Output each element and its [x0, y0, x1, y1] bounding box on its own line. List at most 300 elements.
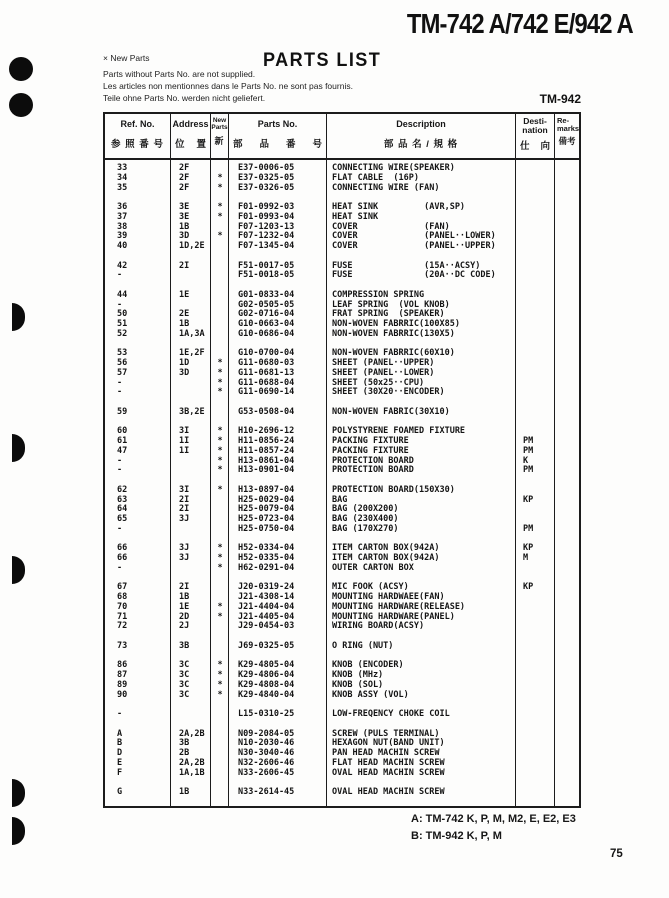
cell-addr: 2F [179, 182, 190, 193]
cell-parts: G11-0680-03 [238, 358, 295, 368]
cell-ref: - [117, 387, 123, 398]
cell-addr [171, 379, 211, 389]
cell-desc: SHEET (50x25··CPU) [332, 377, 425, 388]
cell-mark [211, 408, 229, 418]
cell-desc: NON-WOVEN FABRIC(30X10) [332, 406, 450, 417]
cell-addr: 2I [179, 494, 190, 505]
cell-parts: N32-2606-46 [238, 757, 295, 768]
cell-dest [516, 486, 555, 496]
cell-parts: N30-3040-46 [238, 748, 295, 758]
cell-addr: 1E [179, 601, 190, 612]
cell-mark [211, 310, 229, 320]
cell-ref: 59 [117, 406, 128, 417]
cell-ref: 72 [117, 621, 128, 632]
cell-parts: H11-0856-24 [238, 436, 295, 446]
cell-desc: MOUNTING HARDWARE(RELEASE) [332, 601, 466, 612]
cell-ref: E [117, 757, 123, 768]
punch-hole-icon [12, 779, 25, 807]
cell-dest [516, 749, 555, 759]
cell-dest [516, 271, 555, 281]
cell-ref: 64 [117, 504, 128, 515]
cell-addr: 1D [179, 358, 190, 368]
cell-dest [516, 301, 555, 311]
cell-mark [211, 301, 229, 311]
table-row [105, 525, 579, 535]
cell-ref: 57 [117, 367, 128, 378]
cell-mark [211, 642, 229, 652]
cell-ref: 67 [117, 582, 128, 593]
cell-parts: L15-0310-25 [238, 709, 295, 719]
cell-parts: F01-0993-04 [238, 211, 295, 222]
cell-desc: BAG [332, 494, 348, 505]
cell-ref: 60 [117, 426, 128, 437]
cell-parts: F51-0018-05 [238, 270, 295, 281]
cell-mark [211, 739, 229, 749]
cell-addr: 3B,2E [179, 406, 205, 417]
cell-mark [211, 330, 229, 340]
cell-dest [516, 388, 555, 398]
column-divider [170, 160, 171, 808]
column-header-description: Description 部 品 名 / 規 格 [327, 114, 516, 158]
cell-mark [211, 515, 229, 525]
cell-ref: G [117, 787, 123, 797]
cell-mark: * [217, 377, 223, 388]
cell-addr: 3C [179, 670, 190, 680]
cell-mark [211, 271, 229, 281]
cell-mark: * [217, 601, 223, 612]
cell-dest [516, 213, 555, 223]
cell-dest: PM [523, 436, 534, 446]
cell-desc: SHEET (PANEL··LOWER) [332, 367, 435, 378]
cell-parts: F07-1345-04 [238, 241, 295, 251]
cell-desc: BAG (230X400) [332, 514, 399, 524]
table-body-rows [105, 164, 579, 798]
cell-addr: 3D [179, 231, 190, 242]
cell-addr: 1I [179, 436, 190, 446]
cell-desc: SHEET (30X20··ENCODER) [332, 387, 445, 398]
column-divider [210, 160, 211, 808]
cell-mark: * [217, 182, 223, 193]
cell-parts: G02-0505-05 [238, 299, 295, 310]
cell-mark [211, 788, 229, 798]
cell-desc: KNOB (SOL) [332, 679, 384, 690]
cell-desc: COVER (PANEL··UPPER) [332, 241, 496, 251]
cell-parts: H13-0901-04 [238, 465, 295, 476]
punch-hole-icon [12, 303, 25, 331]
cell-dest [516, 369, 555, 379]
cell-dest [516, 232, 555, 242]
cell-mark: * [217, 211, 223, 222]
table-row [105, 691, 579, 701]
cell-addr [171, 525, 211, 535]
cell-dest [516, 203, 555, 213]
cell-parts: H25-0723-04 [238, 514, 295, 524]
footnote-a: A: TM-742 K, P, M, M2, E, E2, E3 [411, 813, 576, 825]
cell-addr: 1B [179, 592, 190, 602]
cell-parts: H13-0897-04 [238, 484, 295, 495]
cell-mark: * [217, 465, 223, 476]
cell-dest [516, 759, 555, 769]
model-label: TM-942 [539, 92, 581, 106]
table-row [105, 710, 579, 720]
cell-addr: 3D [179, 367, 190, 378]
cell-addr: 2I [179, 260, 190, 271]
cell-addr: 1B [179, 319, 190, 329]
cell-mark: * [217, 562, 223, 573]
cell-mark: * [217, 689, 223, 700]
cell-dest [516, 262, 555, 272]
cell-parts: H52-0335-04 [238, 553, 295, 563]
cell-addr: 2J [179, 621, 190, 632]
cell-mark: * [217, 426, 223, 437]
cell-dest [516, 613, 555, 623]
cell-dest [516, 769, 555, 779]
cell-parts: G11-0690-14 [238, 387, 295, 398]
cell-parts: J21-4404-04 [238, 601, 295, 612]
cell-addr [171, 271, 211, 281]
cell-addr: 3B [179, 640, 190, 651]
cell-addr: 2E [179, 309, 190, 320]
cell-dest: K [523, 455, 529, 466]
cell-dest [516, 320, 555, 330]
cell-mark: * [217, 611, 223, 622]
cell-parts: F51-0017-05 [238, 260, 295, 271]
notice-english: Parts without Parts No. are not supplied. [103, 69, 256, 79]
cell-parts: H52-0334-04 [238, 543, 295, 554]
cell-parts: N09-2084-05 [238, 728, 295, 739]
cell-desc: POLYSTYRENE FOAMED FIXTURE [332, 426, 466, 437]
punch-hole-icon [12, 556, 25, 584]
cell-ref: B [117, 738, 123, 749]
cell-addr: 2I [179, 582, 190, 593]
cell-mark [211, 262, 229, 272]
cell-desc: SCREW (PULS TERMINAL) [332, 728, 440, 739]
cell-addr: 3C [179, 679, 190, 690]
cell-ref: 36 [117, 202, 128, 212]
cell-mark [211, 320, 229, 330]
cell-parts: G02-0716-04 [238, 309, 295, 320]
cell-parts: F07-1232-04 [238, 231, 295, 242]
cell-desc: PACKING FIXTURE [332, 445, 409, 456]
table-row [105, 466, 579, 476]
cell-ref: 50 [117, 309, 128, 320]
cell-ref: 66 [117, 543, 128, 554]
cell-dest: PM [523, 445, 534, 456]
cell-mark [211, 769, 229, 779]
cell-addr [171, 388, 211, 398]
cell-mark: * [217, 455, 223, 466]
column-header-ref-no: Ref. No. 参 照 番 号 [105, 114, 171, 158]
cell-parts: E37-0006-05 [238, 163, 295, 173]
cell-parts: E37-0326-05 [238, 182, 295, 193]
cell-addr: 1E,2F [179, 348, 205, 359]
cell-desc: NON-WOVEN FABRRIC(130X5) [332, 328, 455, 339]
cell-dest [516, 739, 555, 749]
cell-dest [516, 622, 555, 632]
cell-addr [171, 710, 211, 720]
punch-hole-icon [12, 817, 25, 845]
cell-addr: 3C [179, 689, 190, 700]
cell-desc: KNOB (MHz) [332, 670, 384, 680]
cell-ref: 61 [117, 436, 128, 446]
page-title: PARTS LIST [263, 50, 382, 71]
cell-dest: PM [523, 465, 534, 476]
cell-dest: PM [523, 523, 534, 534]
cell-ref: - [117, 270, 123, 281]
cell-desc: HEXAGON NUT(BAND UNIT) [332, 738, 445, 749]
table-body [105, 160, 579, 808]
cell-desc: ITEM CARTON BOX(942A) [332, 543, 440, 554]
cell-parts: E37-0325-05 [238, 172, 295, 183]
cell-mark [211, 749, 229, 759]
cell-mark [211, 505, 229, 515]
cell-desc: O RING (NUT) [332, 640, 394, 651]
cell-ref: 66 [117, 553, 128, 563]
cell-addr: 2F [179, 163, 190, 173]
cell-addr: 1E [179, 289, 190, 300]
cell-addr: 2I [179, 504, 190, 515]
cell-desc: KNOB ASSY (VOL) [332, 689, 409, 700]
cell-mark: * [217, 679, 223, 690]
cell-mark: * [217, 172, 223, 183]
cell-parts: J20-0319-24 [238, 582, 295, 593]
cell-addr: 3I [179, 426, 190, 437]
table-row [105, 788, 579, 798]
cell-addr: 3J [179, 543, 190, 554]
column-header-new-parts: New Parts 新 [211, 114, 229, 158]
cell-ref: 65 [117, 514, 128, 524]
table-row [105, 769, 579, 779]
cell-mark [211, 496, 229, 506]
cell-dest [516, 349, 555, 359]
cell-mark [211, 730, 229, 740]
cell-parts: G53-0508-04 [238, 406, 295, 417]
cell-mark [211, 291, 229, 301]
cell-parts: H62-0291-04 [238, 562, 295, 573]
cell-parts: N33-2614-45 [238, 787, 295, 797]
cell-dest [516, 564, 555, 574]
cell-dest [516, 642, 555, 652]
table-row [105, 242, 579, 252]
cell-mark: * [217, 231, 223, 242]
cell-parts: H13-0861-04 [238, 455, 295, 466]
cell-dest [516, 379, 555, 389]
table-row [105, 271, 579, 281]
new-parts-legend: × New Parts [103, 53, 150, 63]
punch-hole-icon [12, 434, 25, 462]
cell-ref: - [117, 709, 123, 719]
notice-french: Les articles non mentionnes dans le Parts No. ne sont pas fournis. [103, 81, 353, 91]
cell-mark: * [217, 387, 223, 398]
cell-ref: 90 [117, 689, 128, 700]
table-row [105, 184, 579, 194]
cell-dest [516, 427, 555, 437]
binding-hole-icon [9, 57, 33, 81]
cell-parts: G10-0700-04 [238, 348, 295, 359]
cell-dest [516, 661, 555, 671]
notice-german: Teile ohne Parts No. werden nicht geliefert. [103, 93, 266, 103]
cell-addr: 2A,2B [179, 728, 205, 739]
cell-mark: * [217, 670, 223, 680]
cell-addr: 2A,2B [179, 757, 205, 768]
cell-desc: PAN HEAD MACHIN SCREW [332, 748, 440, 758]
cell-addr: 3I [179, 484, 190, 495]
cell-dest [516, 408, 555, 418]
binding-hole-icon [9, 93, 33, 117]
cell-ref: D [117, 748, 123, 758]
cell-dest [516, 691, 555, 701]
cell-mark [211, 759, 229, 769]
cell-dest [516, 223, 555, 233]
cell-desc: FLAT CABLE (16P) [332, 172, 419, 183]
cell-desc: MOUNTING HARDWARE(PANEL) [332, 611, 455, 622]
cell-dest: KP [523, 494, 534, 505]
cell-dest: KP [523, 543, 534, 554]
cell-mark [211, 622, 229, 632]
cell-desc: ITEM CARTON BOX(942A) [332, 553, 440, 563]
cell-desc: CONNECTING WIRE(SPEAKER) [332, 163, 455, 173]
cell-ref: - [117, 299, 123, 310]
cell-addr: 1B [179, 221, 190, 232]
cell-addr [171, 301, 211, 311]
cell-parts: K29-4806-04 [238, 670, 295, 680]
cell-desc: COVER (PANEL··LOWER) [332, 231, 496, 242]
cell-addr: 1A,3A [179, 328, 205, 339]
column-header-parts-no: Parts No. 部 品 番 号 [229, 114, 327, 158]
cell-addr: 3E [179, 211, 190, 222]
cell-parts: G11-0681-13 [238, 367, 295, 378]
page-number: 75 [610, 848, 623, 860]
cell-desc: PROTECTION BOARD [332, 455, 414, 466]
cell-mark: * [217, 436, 223, 446]
cell-parts: G11-0688-04 [238, 377, 295, 388]
cell-mark: * [217, 484, 223, 495]
cell-desc: BAG (200X200) [332, 504, 399, 515]
cell-dest [516, 174, 555, 184]
cell-ref: 39 [117, 231, 128, 242]
cell-addr: 1D,2E [179, 241, 205, 251]
table-header [105, 114, 579, 160]
cell-addr: 1A,1B [179, 767, 205, 778]
cell-dest: KP [523, 582, 534, 593]
cell-ref: 33 [117, 163, 128, 173]
cell-desc: WIRING BOARD(ACSY) [332, 621, 425, 632]
cell-ref: 71 [117, 611, 128, 622]
cell-mark: * [217, 202, 223, 212]
cell-desc: FUSE (15A··ACSY) [332, 260, 481, 271]
table-row [105, 330, 579, 340]
footnote-b: B: TM-942 K, P, M [411, 830, 502, 842]
cell-parts: K29-4808-04 [238, 679, 295, 690]
table-row [105, 564, 579, 574]
cell-desc: NON-WOVEN FABRRIC(100X85) [332, 319, 460, 329]
cell-parts: N33-2606-45 [238, 767, 295, 778]
cell-ref: - [117, 523, 123, 534]
column-header-remarks: Re- marks 備考 [557, 116, 579, 146]
cell-desc: MOUNTING HARDWAEE(FAN) [332, 592, 445, 602]
cell-dest [516, 671, 555, 681]
cell-ref: 63 [117, 494, 128, 505]
cell-ref: 56 [117, 358, 128, 368]
cell-ref: F [117, 767, 123, 778]
cell-ref: 70 [117, 601, 128, 612]
cell-dest [516, 788, 555, 798]
cell-ref: A [117, 728, 123, 739]
cell-desc: BAG (170X270) [332, 523, 399, 534]
cell-dest [516, 242, 555, 252]
column-divider [515, 160, 516, 808]
cell-dest [516, 730, 555, 740]
column-header-destination: Desti- nation 仕 向 [516, 114, 555, 158]
cell-ref: 86 [117, 660, 128, 671]
cell-desc: FLAT HEAD MACHIN SCREW [332, 757, 445, 768]
column-divider [326, 160, 327, 808]
cell-ref: 40 [117, 241, 128, 251]
cell-parts: N10-2030-46 [238, 738, 295, 749]
cell-desc: NON-WOVEN FABRRIC(60X10) [332, 348, 455, 359]
cell-ref: 47 [117, 445, 128, 456]
cell-parts: J21-4405-04 [238, 611, 295, 622]
cell-desc: COVER (FAN) [332, 221, 450, 232]
cell-desc: FUSE (20A··DC CODE) [332, 270, 496, 281]
cell-desc: FRAT SPRING (SPEAKER) [332, 309, 445, 320]
cell-ref: 89 [117, 679, 128, 690]
cell-desc: LEAF SPRING (VOL KNOB) [332, 299, 450, 310]
cell-parts: K29-4840-04 [238, 689, 295, 700]
cell-ref: 37 [117, 211, 128, 222]
cell-dest [516, 603, 555, 613]
cell-desc: SHEET (PANEL··UPPER) [332, 358, 435, 368]
cell-ref: - [117, 562, 123, 573]
cell-parts: H10-2696-12 [238, 426, 295, 437]
cell-addr [171, 466, 211, 476]
cell-mark: * [217, 660, 223, 671]
cell-parts: J69-0325-05 [238, 640, 295, 651]
cell-mark [211, 710, 229, 720]
cell-dest [516, 310, 555, 320]
cell-mark: * [217, 367, 223, 378]
cell-desc: OVAL HEAD MACHIN SCREW [332, 787, 445, 797]
column-divider [554, 160, 555, 808]
cell-mark [211, 583, 229, 593]
cell-ref: 53 [117, 348, 128, 359]
cell-desc: CONNECTING WIRE (FAN) [332, 182, 440, 193]
cell-dest [516, 505, 555, 515]
cell-dest [516, 710, 555, 720]
cell-addr: 2B [179, 748, 190, 758]
cell-parts: K29-4805-04 [238, 660, 295, 671]
parts-table [103, 112, 581, 808]
cell-parts: G10-0663-04 [238, 319, 295, 329]
cell-desc: OVAL HEAD MACHIN SCREW [332, 767, 445, 778]
cell-dest [516, 681, 555, 691]
table-row [105, 408, 579, 418]
cell-ref: 38 [117, 221, 128, 232]
cell-ref: 51 [117, 319, 128, 329]
cell-dest [516, 330, 555, 340]
cell-ref: 42 [117, 260, 128, 271]
cell-desc: PACKING FIXTURE [332, 436, 409, 446]
cell-mark: * [217, 445, 223, 456]
cell-parts: G01-0833-04 [238, 289, 295, 300]
cell-ref: 35 [117, 182, 128, 193]
cell-dest [516, 359, 555, 369]
cell-mark [211, 525, 229, 535]
column-header-address: Address 位 置 [171, 114, 211, 158]
cell-parts: H25-0750-04 [238, 523, 295, 534]
table-row [105, 622, 579, 632]
cell-desc: PROTECTION BOARD(150X30) [332, 484, 455, 495]
